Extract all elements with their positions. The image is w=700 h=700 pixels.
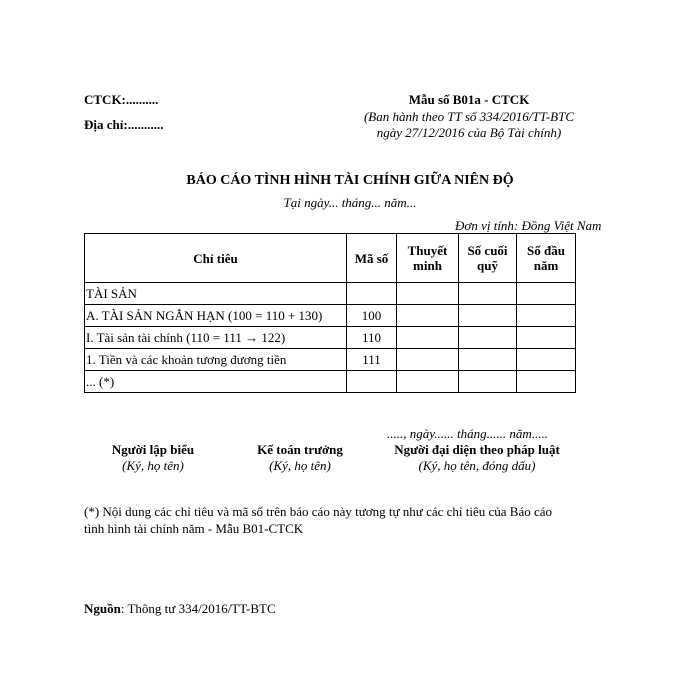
row-so-cuoi-quy [459, 327, 517, 349]
source-label: Nguồn [84, 601, 121, 616]
row-thuyet-minh [397, 327, 459, 349]
footnote-line-2: tình hình tài chính năm - Mẫu B01-CTCK [84, 521, 304, 536]
issued-line-1: (Ban hành theo TT số 334/2016/TT-BTC [363, 109, 575, 124]
signature-title: Kế toán trưởng [257, 442, 343, 457]
unit-line: Đơn vị tính: Đồng Việt Nam [455, 218, 602, 233]
header-chi-tieu: Chỉ tiêu [85, 234, 347, 283]
row-thuyet-minh [397, 371, 459, 393]
header-thuyet-minh: Thuyết minh [397, 234, 459, 283]
table-row [85, 349, 576, 371]
table-row [85, 283, 576, 305]
signature-sub: (Ký, họ tên) [122, 458, 184, 473]
address-line: Địa chỉ:........... [84, 117, 164, 132]
sign-date-line: ....., ngày...... tháng...... năm..... [387, 426, 549, 441]
footnote-line-1: (*) Nội dung các chỉ tiêu và mã số trên báo cáo này tương tự như các chỉ tiêu của Báo cáo [84, 504, 553, 519]
row-thuyet-minh [397, 305, 459, 327]
signature-title: Người lập biểu [111, 442, 195, 457]
row-code [347, 283, 397, 305]
table-row [85, 327, 576, 349]
row-label: I. Tài sản tài chính (110 = 111 → 122) [85, 327, 347, 349]
table-header-row [85, 234, 576, 283]
header-so-dau-nam: Số đầu năm [517, 234, 576, 283]
signature-sub: (Ký, họ tên) [269, 458, 331, 473]
row-code: 110 [347, 327, 397, 349]
row-label: A. TÀI SẢN NGẮN HẠN (100 = 110 + 130) [85, 305, 347, 327]
row-code: 111 [347, 349, 397, 371]
signature-title: Người đại diện theo pháp luật [394, 442, 560, 457]
row-so-cuoi-quy [459, 305, 517, 327]
row-so-dau-nam [517, 327, 576, 349]
signature-block-legal-rep [367, 442, 587, 474]
row-label: 1. Tiền và các khoản tương đương tiền [85, 349, 347, 371]
source-text: : Thông tư 334/2016/TT-BTC [120, 601, 276, 616]
table-row [85, 305, 576, 327]
row-so-dau-nam [517, 305, 576, 327]
report-title: BÁO CÁO TÌNH HÌNH TÀI CHÍNH GIỮA NIÊN ĐỘ [186, 173, 514, 188]
row-code: 100 [347, 305, 397, 327]
row-label: ... (*) [85, 371, 347, 393]
header-so-cuoi-quy: Số cuối quỹ [459, 234, 517, 283]
table-row [85, 371, 576, 393]
row-so-cuoi-quy [459, 283, 517, 305]
row-thuyet-minh [397, 349, 459, 371]
issued-line-2: ngày 27/12/2016 của Bộ Tài chính) [376, 125, 562, 140]
row-code [347, 371, 397, 393]
source-line [84, 601, 276, 617]
row-so-dau-nam [517, 283, 576, 305]
form-code: Mẫu số B01a - CTCK [408, 92, 530, 107]
report-date-line: Tại ngày... tháng... năm... [283, 195, 417, 210]
signature-sub: (Ký, họ tên, đóng dấu) [418, 458, 536, 473]
header-ma-so: Mã số [347, 234, 397, 283]
row-so-cuoi-quy [459, 349, 517, 371]
company-line: CTCK:.......... [84, 92, 159, 107]
row-thuyet-minh [397, 283, 459, 305]
row-so-dau-nam [517, 349, 576, 371]
report-table [84, 233, 576, 393]
row-label: TÀI SẢN [85, 283, 347, 305]
row-so-dau-nam [517, 371, 576, 393]
row-so-cuoi-quy [459, 371, 517, 393]
